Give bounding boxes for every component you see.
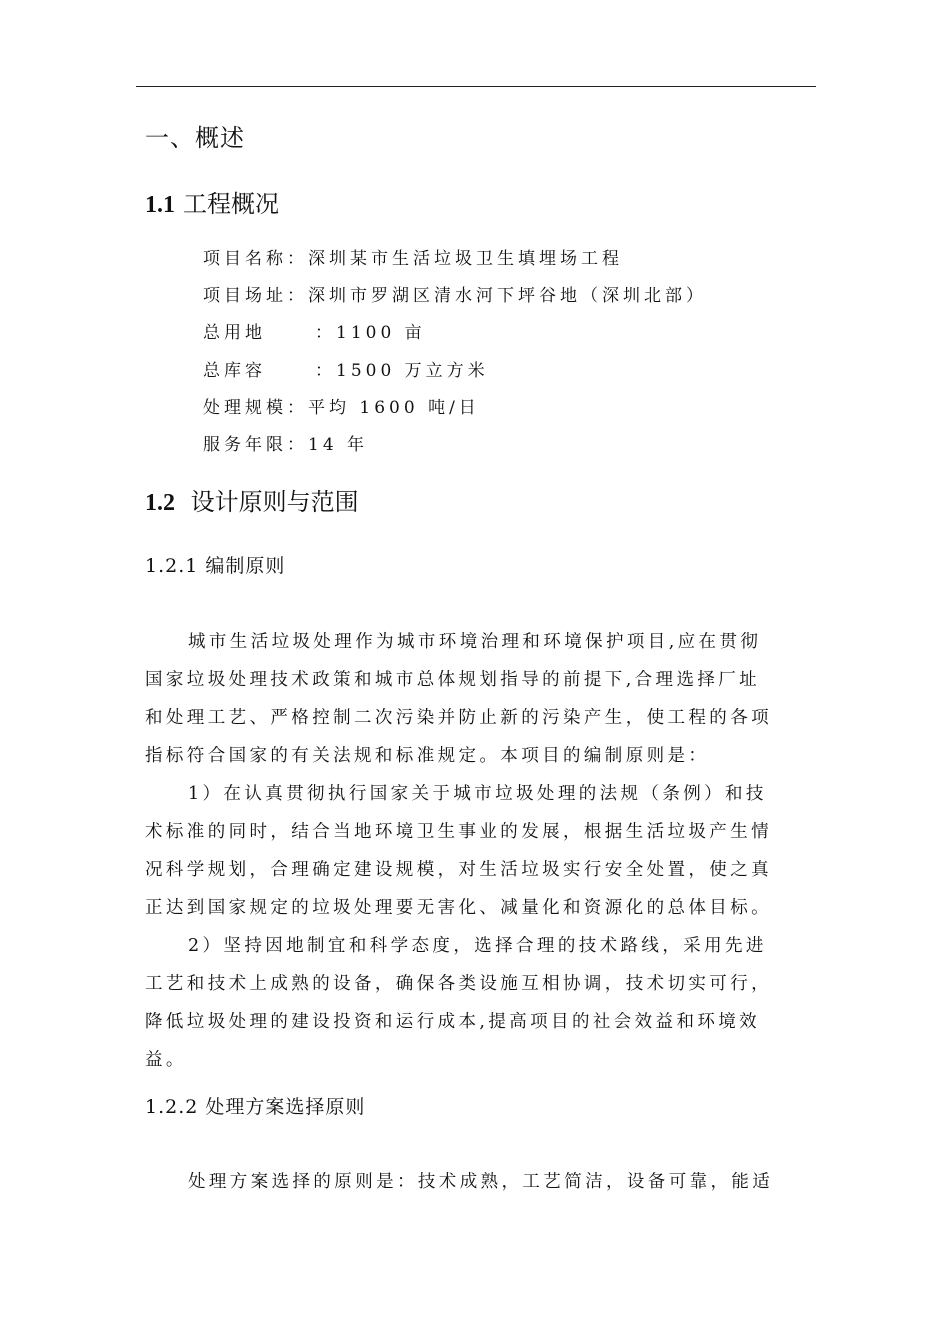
paragraph-line: 国家垃圾处理技术政策和城市总体规划指导的前提下,合理选择厂址 [145,670,761,690]
info-row-service-life [203,430,368,455]
paragraph-line: 况科学规划，合理确定建设规模，对生活垃圾实行安全处置，使之真 [145,860,772,880]
heading-1-1 [145,184,279,219]
info-label: 处理规模： [203,398,308,418]
info-value: 14 年 [308,435,369,455]
info-row-name [203,244,623,269]
paragraph-line: 指标符合国家的有关法规和标准规定。本项目的编制原则是： [145,746,710,766]
paragraph-line: 益。 [145,1050,187,1070]
paragraph-line: 正达到国家规定的垃圾处理要无害化、减量化和资源化的总体目标。 [145,898,772,918]
info-label: 服务年限： [203,435,308,455]
paragraph-line: 工艺和技术上成熟的设备，确保各类设施互相协调，技术切实可行， [145,974,772,994]
paragraph-line: 2）坚持因地制宜和科学态度，选择合理的技术路线，采用先进 [188,936,767,956]
header-rule [136,86,816,87]
info-label: 项目名称： [203,249,308,269]
info-value: 1500 万立方米 [336,361,489,381]
heading-1-2-2: 1.2.2 处理方案选择原则 [145,1096,366,1118]
heading-1-2-title: 设计原则与范围 [190,488,359,516]
section-title: 一、概述 [145,124,245,152]
info-value: 1100 亩 [336,323,426,343]
heading-1-1-number: 1.1 [145,192,175,218]
heading-1-2 [145,482,359,517]
info-label: 总库容 [203,361,266,381]
heading-1-2-number: 1.2 [145,490,175,516]
paragraph-line: 降低垃圾处理的建设投资和运行成本,提高项目的社会效益和环境效 [145,1012,761,1032]
heading-1-2-1: 1.2.1 编制原则 [145,555,286,577]
paragraph-line: 1）在认真贯彻执行国家关于城市垃圾处理的法规（条例）和技 [188,784,767,804]
info-row-area [203,318,426,343]
info-row-scale [203,393,480,418]
paragraph-line: 和处理工艺、严格控制二次污染并防止新的污染产生，使工程的各项 [145,708,772,728]
info-row-capacity [203,356,489,381]
info-value: 平均 1600 吨/日 [308,398,480,418]
info-separator: ： [315,323,336,343]
paragraph-line: 城市生活垃圾处理作为城市环境治理和环境保护项目,应在贯彻 [188,632,762,652]
info-label: 项目场址： [203,286,308,306]
info-value: 深圳某市生活垃圾卫生填埋场工程 [308,249,623,269]
info-label: 总用地 [203,323,266,343]
info-separator: ： [315,361,336,381]
info-row-site [203,281,707,306]
paragraph-line: 术标准的同时，结合当地环境卫生事业的发展，根据生活垃圾产生情 [145,822,772,842]
info-value: 深圳市罗湖区清水河下坪谷地（深圳北部） [308,286,707,306]
paragraph-line: 处理方案选择的原则是：技术成熟，工艺简洁，设备可靠，能适 [188,1172,774,1192]
heading-1-1-title: 工程概况 [183,190,279,218]
